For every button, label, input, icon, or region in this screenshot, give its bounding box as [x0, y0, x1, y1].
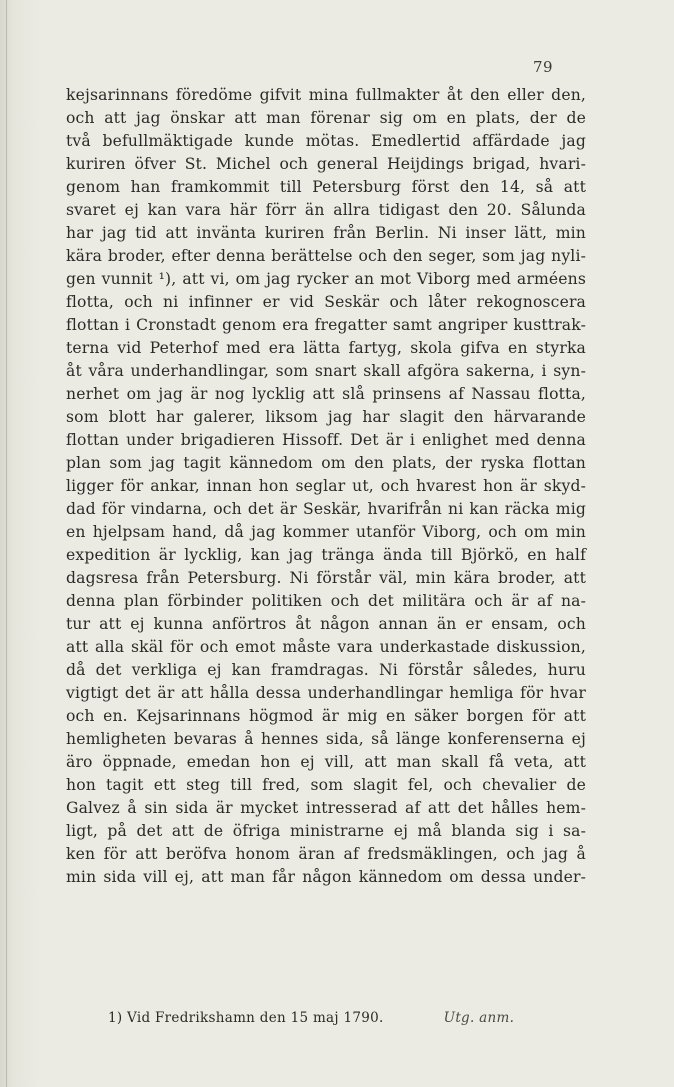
text-line: som blott har galerer, liksom jag har slagit den härvarande	[66, 408, 586, 426]
text-line: hon tagit ett steg till fred, som slagit fel, och chevalier de	[66, 776, 586, 794]
text-line: terna vid Peterhof med era lätta fartyg, skola gifva en styrka	[66, 339, 586, 357]
page-number: 79	[533, 58, 554, 76]
text-line: flottan under brigadieren Hissoff. Det är i enlighet med denna	[66, 431, 586, 449]
text-line: och en. Kejsarinnans högmod är mig en säker borgen för att	[66, 707, 586, 725]
text-line: denna plan förbinder politiken och det militära och är af na-	[66, 592, 586, 610]
text-line: genom han framkommit till Petersburg först den 14, så att	[66, 178, 586, 196]
text-line: hemligheten bevaras å hennes sida, så länge konferenserna ej	[66, 730, 586, 748]
text-line: svaret ej kan vara här förr än allra tidigast den 20. Sålunda	[66, 201, 586, 219]
text-line: tur att ej kunna anförtros åt någon annan än er ensam, och	[66, 615, 586, 633]
text-line: expedition är lycklig, kan jag tränga ända till Björkö, en half	[66, 546, 586, 564]
text-line: åt våra underhandlingar, som snart skall afgöra sakerna, i syn-	[66, 362, 586, 380]
text-line: Galvez å sin sida är mycket intresserad af att det hålles hem-	[66, 799, 586, 817]
text-line: kära broder, efter denna berättelse och den seger, som jag nyli-	[66, 247, 586, 265]
text-line: kuriren öfver St. Michel och general Heijdings brigad, hvari-	[66, 155, 586, 173]
page-edge-shadow	[6, 0, 7, 1087]
text-line: gen vunnit ¹), att vi, om jag rycker an mot Viborg med arméens	[66, 270, 586, 288]
footnote-editor-note: Utg. anm.	[443, 1010, 515, 1026]
text-line: flottan i Cronstadt genom era fregatter samt angriper kusttrak-	[66, 316, 586, 334]
text-line: flotta, och ni infinner er vid Seskär och låter rekognoscera	[66, 293, 586, 311]
text-line: en hjelpsam hand, då jag kommer utanför Viborg, och om min	[66, 523, 586, 541]
text-line: plan som jag tagit kännedom om den plats, der ryska flottan	[66, 454, 586, 472]
footnote	[108, 1010, 514, 1026]
text-line: ligt, på det att de öfriga ministrarne ej må blanda sig i sa-	[66, 822, 586, 840]
text-line: då det verkliga ej kan framdragas. Ni förstår således, huru	[66, 661, 586, 679]
text-line: dagsresa från Petersburg. Ni förstår väl, min kära broder, att	[66, 569, 586, 587]
text-line: två befullmäktigade kunde mötas. Emedlertid affärdade jag	[66, 132, 586, 150]
text-line: ken för att beröfva honom äran af fredsmäklingen, och jag å	[66, 845, 586, 863]
text-line: vigtigt det är att hålla dessa underhandlingar hemliga för hvar	[66, 684, 586, 702]
text-line: kejsarinnans föredöme gifvit mina fullmakter åt den eller den,	[66, 86, 586, 104]
text-line: dad för vindarna, och det är Seskär, hvarifrån ni kan räcka mig	[66, 500, 586, 518]
text-line: ligger för ankar, innan hon seglar ut, och hvarest hon är skyd-	[66, 477, 586, 495]
text-line: att alla skäl för och emot måste vara underkastade diskussion,	[66, 638, 586, 656]
text-line: nerhet om jag är nog lycklig att slå prinsens af Nassau flotta,	[66, 385, 586, 403]
footnote-text: 1) Vid Fredrikshamn den 15 maj 1790.	[108, 1010, 384, 1026]
text-line: min sida vill ej, att man får någon kännedom om dessa under-	[66, 868, 586, 886]
text-line: har jag tid att invänta kuriren från Berlin. Ni inser lätt, min	[66, 224, 586, 242]
text-line: och att jag önskar att man förenar sig om en plats, der de	[66, 109, 586, 127]
body-text	[66, 84, 586, 889]
text-line: äro öppnade, emedan hon ej vill, att man skall få veta, att	[66, 753, 586, 771]
